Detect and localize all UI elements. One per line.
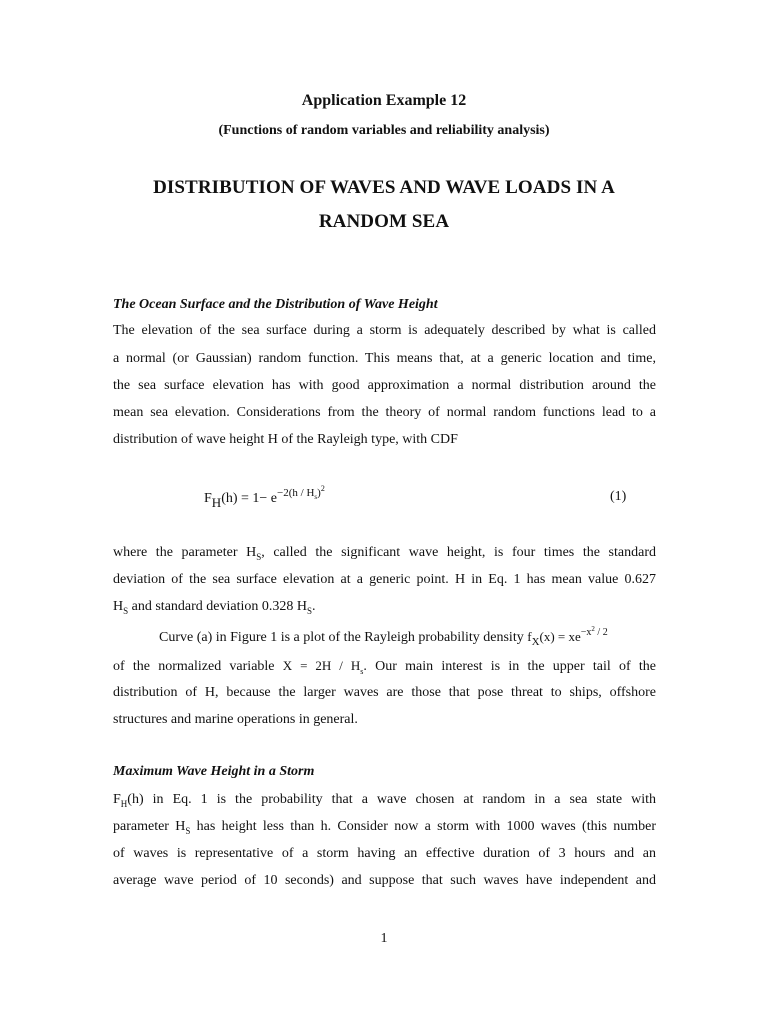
paragraph-line: Curve (a) in Figure 1 is a plot of the Rayleigh probability density $f_X(x) = xe^{-x^2 / 2}$ [159,625,608,648]
example-subtitle: (Functions of random variables and reliability analysis) [218,123,550,138]
page-number: 1 [380,931,388,946]
section-title-max-wave-height: Maximum Wave Height in a Storm [113,764,315,779]
equation-exponent: −2(h / H [277,487,315,499]
paragraph-line: $H_S$ and standard deviation 0.328 $H_S$. [113,599,316,616]
paragraph-line: of waves is representative of a storm having an effective duration of 3 hours and an [113,846,656,861]
equation-exponent-tail: ) [317,487,321,499]
equation-1 [204,484,325,510]
paragraph-line: mean sea elevation. Considerations from the theory of normal random functions lead to a [113,405,656,420]
paragraph-line: $F_H(h)$ in Eq. 1 is the probability that a wave chosen at random in a sea state with [113,792,656,809]
paragraph-line: distribution of wave height H of the Rayleigh type, with CDF [113,432,458,447]
section-title-wave-height: The Ocean Surface and the Distribution of Wave Height [113,297,438,312]
example-heading: Application Example 12 [301,92,467,109]
paragraph-line: parameter $H_S$ has height less than h. Consider now a storm with 1000 waves (this number [113,819,656,836]
paragraph-line: of the normalized variable $X = 2H / H_s$. Our main interest is in the upper tail of the [113,658,657,676]
paragraph-line: deviation of the sea surface elevation at a generic point. H in Eq. 1 has mean value 0.627 [113,572,656,587]
equation-body: (h) = 1− e [221,491,278,506]
paragraph-line: distribution of H, because the larger waves are those that pose threat to ships, offshore [113,685,656,700]
paragraph-line: where the parameter $H_S$, called the significant wave height, is four times the standard [113,545,656,562]
equation-lhs: F [204,491,212,506]
equation-exponent-sub: s [314,493,318,502]
paragraph-line: structures and marine operations in general. [113,712,358,727]
document-title-line2: RANDOM SEA [318,211,450,232]
equation-number: (1) [610,489,627,504]
equation-lhs-sub: H [211,494,222,510]
document-title-line1: DISTRIBUTION OF WAVES AND WAVE LOADS IN A [153,177,615,198]
paragraph-line: average wave period of 10 seconds) and suppose that such waves have independent and [113,873,656,888]
paragraph-line: a normal (or Gaussian) random function. This means that, at a generic location and time, [113,351,656,366]
equation-exponent-square: 2 [320,484,325,493]
paragraph-line: the sea surface elevation has with good approximation a normal distribution around the [113,378,656,393]
paragraph-line: The elevation of the sea surface during a storm is adequately described by what is called [113,323,656,338]
